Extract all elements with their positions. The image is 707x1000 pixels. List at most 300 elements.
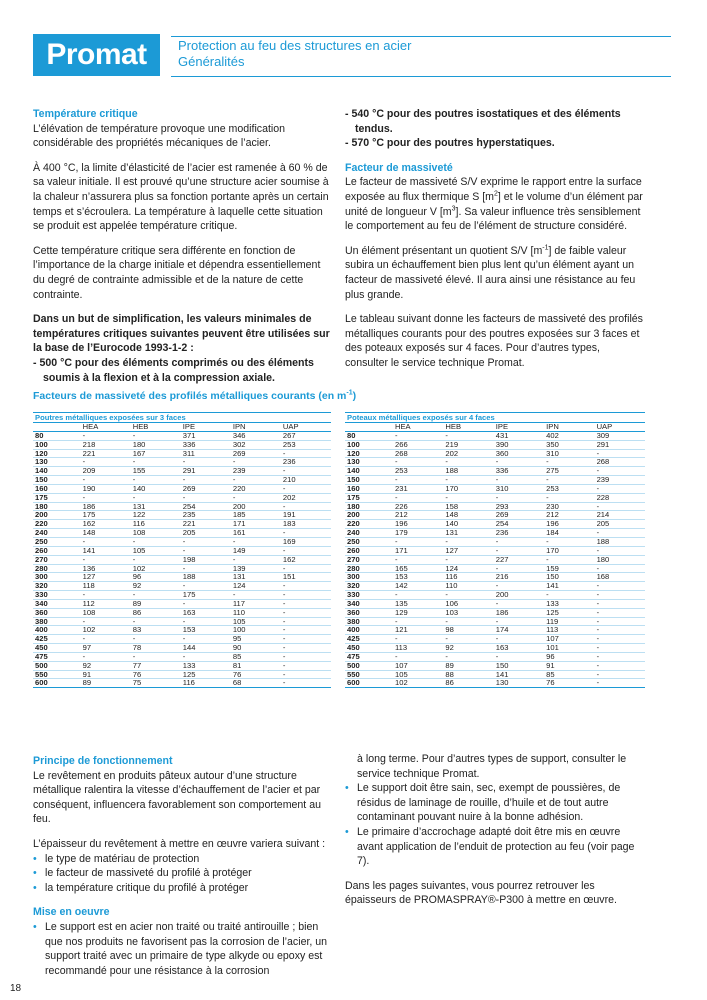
- table-cell: -: [81, 458, 131, 467]
- critical-temp-item: - 570 °C pour des poutres hyperstatiques.: [345, 137, 555, 150]
- table-row: [33, 626, 331, 635]
- table-cell: 141: [81, 546, 131, 555]
- table-cell: 346: [231, 431, 281, 440]
- heading-mise-en-oeuvre: Mise en oeuvre: [33, 906, 110, 919]
- data-table: [345, 412, 645, 688]
- table-row: [33, 617, 331, 626]
- paragraph: À 400 °C, la limite d’élasticité de l’acier est ramenée à 60 % de sa valeur initiale. Il est prouvé qu’une structure acier soumise à la chaleur n’assurera plus sa fonction portante après un certain temps et s’écroulera. La température à laquelle cette situation se produit est appelée température critique.: [33, 161, 329, 233]
- table-cell: 221: [181, 520, 231, 529]
- row-header: 400: [345, 626, 393, 635]
- table-cell: 77: [131, 661, 181, 670]
- row-header: 140: [33, 467, 81, 476]
- table-cell: -: [595, 635, 645, 644]
- table-row: [33, 440, 331, 449]
- table-cell: 174: [494, 626, 544, 635]
- table-cell: 175: [181, 591, 231, 600]
- table-cell: 92: [131, 582, 181, 591]
- table-cell: 402: [544, 431, 594, 440]
- table-cell: -: [595, 484, 645, 493]
- column-header: IPN: [544, 423, 594, 432]
- table-row: [33, 493, 331, 502]
- row-header: 600: [33, 679, 81, 688]
- table-cell: 149: [231, 546, 281, 555]
- row-header: 340: [33, 599, 81, 608]
- table-cell: 139: [231, 564, 281, 573]
- table-cell: -: [281, 467, 331, 476]
- table-cell: 97: [81, 644, 131, 653]
- table-cell: 155: [131, 467, 181, 476]
- table-cell: -: [443, 591, 493, 600]
- table-cell: 91: [81, 670, 131, 679]
- table-cell: 153: [181, 626, 231, 635]
- table-cell: 131: [443, 529, 493, 538]
- list-item: • Le primaire d’accrochage adapté doit être mis en œuvre avant application de l’enduit de protection au feu (voir page 7).: [345, 825, 635, 868]
- table-row: [33, 661, 331, 670]
- table-row: [345, 670, 645, 679]
- table-cell: 219: [443, 440, 493, 449]
- row-header: 220: [345, 520, 393, 529]
- table-cell: -: [544, 476, 594, 485]
- header-rule-top: [171, 36, 671, 37]
- table-cell: -: [281, 644, 331, 653]
- table-cell: 105: [231, 617, 281, 626]
- paragraph: L’élévation de température provoque une modification considérable des propriétés mécaniques de l’acier.: [33, 122, 286, 150]
- table-cell: -: [231, 458, 281, 467]
- table-cell: -: [181, 476, 231, 485]
- table-cell: 76: [131, 670, 181, 679]
- table-cell: 108: [131, 529, 181, 538]
- table-cell: 106: [443, 599, 493, 608]
- table-cell: -: [281, 617, 331, 626]
- table-cell: 291: [181, 467, 231, 476]
- table-cell: -: [494, 599, 544, 608]
- table-cell: -: [81, 617, 131, 626]
- table-cell: -: [81, 635, 131, 644]
- row-header: 100: [33, 440, 81, 449]
- table-cell: -: [131, 493, 181, 502]
- table-cell: -: [81, 493, 131, 502]
- column-header: IPE: [494, 423, 544, 432]
- table-row: [33, 458, 331, 467]
- table-cell: 168: [595, 573, 645, 582]
- row-header: 280: [33, 564, 81, 573]
- table-cell: 158: [443, 502, 493, 511]
- table-cell: 231: [393, 484, 443, 493]
- left-column: [33, 107, 331, 395]
- table-cell: 88: [443, 670, 493, 679]
- row-header: 320: [345, 582, 393, 591]
- paragraph: Le tableau suivant donne les facteurs de massiveté des profilés métalliques courants pour des poutres exposées sur 3 faces et des poteaux exposés sur 4 faces. Pour d’autres types, consulter le service technique Promat.: [345, 313, 643, 369]
- table-cell: -: [393, 431, 443, 440]
- table-cell: 102: [393, 679, 443, 688]
- table-cell: 153: [393, 573, 443, 582]
- table-cell: -: [181, 652, 231, 661]
- table-cell: -: [231, 493, 281, 502]
- table-cell: -: [595, 564, 645, 573]
- table-cell: 226: [393, 502, 443, 511]
- table-row: [345, 537, 645, 546]
- table-cell: 171: [393, 546, 443, 555]
- table-cell: 136: [81, 564, 131, 573]
- table-cell: -: [393, 493, 443, 502]
- table-row: [345, 591, 645, 600]
- table-cell: 186: [81, 502, 131, 511]
- row-header: 150: [345, 476, 393, 485]
- right-column: [345, 107, 645, 381]
- table-cell: 162: [81, 520, 131, 529]
- table-cell: -: [393, 555, 443, 564]
- table-cell: -: [281, 564, 331, 573]
- table-cell: 266: [393, 440, 443, 449]
- row-header: 175: [345, 493, 393, 502]
- table-cell: -: [131, 458, 181, 467]
- table-cell: -: [443, 431, 493, 440]
- table-cell: 165: [393, 564, 443, 573]
- table-cell: 253: [393, 467, 443, 476]
- table-cell: -: [131, 476, 181, 485]
- table-cell: -: [131, 591, 181, 600]
- table-cell: 183: [281, 520, 331, 529]
- table-cell: 269: [181, 484, 231, 493]
- table-cell: 100: [231, 626, 281, 635]
- critical-temp-item: - 540 °C pour des poutres isostatiques et des éléments tendus.: [345, 108, 621, 135]
- table-cell: -: [181, 493, 231, 502]
- table-cell: -: [281, 546, 331, 555]
- table-cell: 236: [281, 458, 331, 467]
- table-row: [33, 431, 331, 440]
- row-header: 130: [33, 458, 81, 467]
- table-cell: 101: [544, 644, 594, 653]
- table-cell: 125: [544, 608, 594, 617]
- table-cell: 268: [595, 458, 645, 467]
- row-header: 120: [345, 449, 393, 458]
- table-row: [345, 679, 645, 688]
- table-cell: -: [393, 458, 443, 467]
- table-row: [33, 644, 331, 653]
- table-cell: 196: [544, 520, 594, 529]
- table-poteaux: [345, 412, 645, 688]
- table-cell: 200: [494, 591, 544, 600]
- table-cell: -: [81, 476, 131, 485]
- table-cell: 311: [181, 449, 231, 458]
- table-cell: 144: [181, 644, 231, 653]
- table-cell: -: [281, 484, 331, 493]
- table-cell: -: [595, 626, 645, 635]
- table-cell: 141: [494, 670, 544, 679]
- table-cell: 150: [544, 573, 594, 582]
- table-cell: 105: [393, 670, 443, 679]
- table-cell: 309: [595, 431, 645, 440]
- row-header: 475: [33, 652, 81, 661]
- row-header: 100: [345, 440, 393, 449]
- table-cell: 360: [494, 449, 544, 458]
- paragraph: Le revêtement en produits pâteux autour d’une structure métallique ralentira la vitesse d’échauffement de l’acier et par conséquent, influencera favorablement son comportement au feu.: [33, 769, 321, 826]
- table-cell: 135: [393, 599, 443, 608]
- bullet-list: [33, 852, 335, 896]
- table-cell: 131: [131, 502, 181, 511]
- table-row: [33, 599, 331, 608]
- paragraph: Cette température critique sera différente en fonction de l’importance de la charge initiale et dépendra essentiellement du degré de contrainte admissible et de la nature de cette contrainte.: [33, 244, 321, 301]
- table-cell: -: [494, 546, 544, 555]
- row-header: 425: [33, 635, 81, 644]
- row-header: 260: [345, 546, 393, 555]
- table-cell: -: [443, 617, 493, 626]
- table-cell: -: [281, 502, 331, 511]
- row-header: 200: [345, 511, 393, 520]
- heading-temperature-critique: Température critique: [33, 108, 138, 120]
- table-cell: 268: [393, 449, 443, 458]
- paragraph: Un élément présentant un quotient S/V $[m^{-1}]$ de faible valeur subira un échauffement bien plus lent qu’un élément ayant un facteur de massiveté élevé. Il aura ainsi une résistance au feu plus grande.: [345, 244, 636, 301]
- table-row: [33, 573, 331, 582]
- table-cell: 90: [231, 644, 281, 653]
- table-cell: -: [443, 635, 493, 644]
- table-cell: 184: [544, 529, 594, 538]
- row-header: 130: [345, 458, 393, 467]
- column-header: UAP: [595, 423, 645, 432]
- table-cell: 68: [231, 679, 281, 688]
- table-row: [33, 670, 331, 679]
- table-cell: 163: [181, 608, 231, 617]
- table-cell: -: [81, 555, 131, 564]
- table-row: [345, 608, 645, 617]
- paragraph: L’épaisseur du revêtement à mettre en œuvre variera suivant :: [33, 837, 326, 850]
- table-cell: 336: [494, 467, 544, 476]
- table-cell: -: [544, 493, 594, 502]
- row-header: 550: [33, 670, 81, 679]
- table-cell: -: [131, 652, 181, 661]
- table-cell: -: [443, 652, 493, 661]
- table-cell: 205: [595, 520, 645, 529]
- row-header: 250: [33, 537, 81, 546]
- table-cell: -: [443, 476, 493, 485]
- table-cell: 92: [81, 661, 131, 670]
- paragraph: Dans les pages suivantes, vous pourrez retrouver les épaisseurs de PROMASPRAY®-P300 à mettre en œuvre.: [345, 879, 617, 907]
- table-cell: 185: [231, 511, 281, 520]
- row-header: 250: [345, 537, 393, 546]
- table-cell: 267: [281, 431, 331, 440]
- promat-logo: Promat: [33, 34, 160, 76]
- table-cell: -: [281, 608, 331, 617]
- table-cell: -: [595, 467, 645, 476]
- table-cell: 112: [81, 599, 131, 608]
- table-cell: -: [494, 652, 544, 661]
- table-cell: 188: [595, 537, 645, 546]
- row-header: 80: [345, 431, 393, 440]
- table-cell: 336: [181, 440, 231, 449]
- row-header: 220: [33, 520, 81, 529]
- column-header: HEB: [443, 423, 493, 432]
- row-header: 240: [345, 529, 393, 538]
- table-cell: -: [443, 537, 493, 546]
- row-header: 260: [33, 546, 81, 555]
- table-row: [33, 591, 331, 600]
- row-header: 330: [345, 591, 393, 600]
- bottom-left-column: [33, 754, 335, 978]
- table-cell: 133: [181, 661, 231, 670]
- table-cell: -: [494, 564, 544, 573]
- table-cell: 212: [544, 511, 594, 520]
- table-cell: 140: [131, 484, 181, 493]
- table-row: [33, 537, 331, 546]
- table-cell: -: [494, 635, 544, 644]
- table-cell: 141: [544, 582, 594, 591]
- table-cell: 119: [544, 617, 594, 626]
- table-cell: 102: [131, 564, 181, 573]
- table-cell: 390: [494, 440, 544, 449]
- table-cell: -: [131, 617, 181, 626]
- table-cell: -: [231, 476, 281, 485]
- table-cell: 113: [393, 644, 443, 653]
- table-cell: 78: [131, 644, 181, 653]
- table-cell: 171: [231, 520, 281, 529]
- table-row: [345, 546, 645, 555]
- table-cell: 86: [443, 679, 493, 688]
- table-caption: Poutres métalliques exposées sur 3 faces: [33, 413, 331, 423]
- table-cell: -: [131, 431, 181, 440]
- table-cell: -: [595, 582, 645, 591]
- table-cell: -: [393, 635, 443, 644]
- table-cell: 124: [231, 582, 281, 591]
- table-cell: -: [281, 626, 331, 635]
- paragraph-bold: Dans un but de simplification, les valeurs minimales de températures critiques suivantes peuvent être utilisées sur la base de l’Eurocode 1993-1-2 :: [33, 313, 330, 355]
- table-cell: 350: [544, 440, 594, 449]
- table-cell: 95: [231, 635, 281, 644]
- table-cell: -: [181, 564, 231, 573]
- table-row: [345, 652, 645, 661]
- table-cell: 236: [494, 529, 544, 538]
- title-line-1: Protection au feu des structures en acier: [178, 38, 412, 53]
- table-cell: -: [595, 608, 645, 617]
- table-cell: -: [181, 458, 231, 467]
- table-cell: 107: [544, 635, 594, 644]
- table-cell: 110: [231, 608, 281, 617]
- table-cell: 190: [81, 484, 131, 493]
- list-item: • Le support doit être sain, sec, exempt de poussières, de résidus de laminage de rouille, d’huile et de tout autre contaminant pouvant nuire à la bonne adhésion.: [345, 782, 621, 824]
- table-cell: 205: [181, 529, 231, 538]
- table-cell: -: [494, 617, 544, 626]
- row-header: 160: [345, 484, 393, 493]
- table-cell: 148: [443, 511, 493, 520]
- table-cell: 142: [393, 582, 443, 591]
- table-cell: 202: [443, 449, 493, 458]
- table-cell: 122: [131, 511, 181, 520]
- table-cell: -: [81, 591, 131, 600]
- table-cell: 159: [544, 564, 594, 573]
- list-item: • le type de matériau de protection: [33, 852, 200, 865]
- table-cell: -: [443, 458, 493, 467]
- table-cell: 125: [181, 670, 231, 679]
- table-cell: -: [181, 617, 231, 626]
- table-cell: 162: [281, 555, 331, 564]
- table-cell: 163: [494, 644, 544, 653]
- table-cell: -: [544, 458, 594, 467]
- table-cell: 175: [81, 511, 131, 520]
- table-cell: 228: [595, 493, 645, 502]
- table-cell: 291: [595, 440, 645, 449]
- table-row: [33, 652, 331, 661]
- row-header: 380: [33, 617, 81, 626]
- table-cell: 127: [81, 573, 131, 582]
- row-header: 400: [33, 626, 81, 635]
- table-cell: -: [494, 582, 544, 591]
- table-cell: -: [443, 555, 493, 564]
- table-cell: 218: [81, 440, 131, 449]
- bullet-list: [33, 920, 335, 978]
- row-header: 600: [345, 679, 393, 688]
- table-section-title: Facteurs de massiveté des profilés métalliques courants (en $m^{-1}$): [33, 389, 357, 402]
- table-cell: -: [181, 546, 231, 555]
- table-cell: 102: [81, 626, 131, 635]
- table-cell: 198: [181, 555, 231, 564]
- table-cell: -: [393, 652, 443, 661]
- table-row: [345, 644, 645, 653]
- table-row: [345, 626, 645, 635]
- row-header: 140: [345, 467, 393, 476]
- table-cell: 310: [494, 484, 544, 493]
- table-cell: 75: [131, 679, 181, 688]
- list-item: • le facteur de massiveté du profilé à protéger: [33, 867, 252, 880]
- table-cell: -: [544, 555, 594, 564]
- table-cell: -: [494, 476, 544, 485]
- table-cell: 116: [131, 520, 181, 529]
- table-cell: 103: [443, 608, 493, 617]
- table-cell: -: [595, 502, 645, 511]
- table-poutres: [33, 412, 331, 688]
- table-cell: 92: [443, 644, 493, 653]
- table-cell: -: [595, 644, 645, 653]
- table-row: [345, 484, 645, 493]
- header-rule-bottom: [171, 76, 671, 77]
- table-cell: -: [393, 476, 443, 485]
- table-cell: 253: [281, 440, 331, 449]
- table-cell: 116: [181, 679, 231, 688]
- table-row: [345, 555, 645, 564]
- table-cell: -: [494, 493, 544, 502]
- table-cell: -: [281, 449, 331, 458]
- row-header: 500: [345, 661, 393, 670]
- table-cell: 76: [231, 670, 281, 679]
- page-title: [178, 38, 411, 70]
- table-cell: -: [131, 555, 181, 564]
- table-cell: 117: [231, 599, 281, 608]
- bullet-list: [345, 781, 645, 869]
- table-cell: -: [595, 617, 645, 626]
- column-header: UAP: [281, 423, 331, 432]
- table-cell: -: [393, 537, 443, 546]
- row-header: 180: [345, 502, 393, 511]
- table-cell: 133: [544, 599, 594, 608]
- table-cell: 431: [494, 431, 544, 440]
- row-header: 500: [33, 661, 81, 670]
- table-cell: -: [595, 670, 645, 679]
- paragraph: Le facteur de massiveté S/V exprime le rapport entre la surface exposée au flux thermique S $[m^2]$ et le volume d’un élément par unité de longueur V $[m^3]$. Sa valeur influence très sensiblement le comportement au feu de l’élément de structure considéré.: [345, 176, 643, 233]
- row-header: 160: [33, 484, 81, 493]
- table-cell: 221: [81, 449, 131, 458]
- row-header: 380: [345, 617, 393, 626]
- table-row: [345, 493, 645, 502]
- table-cell: 140: [443, 520, 493, 529]
- table-cell: 170: [544, 546, 594, 555]
- table-row: [33, 582, 331, 591]
- paragraph-bold: - 500 °C pour des éléments comprimés ou des éléments soumis à la flexion et à la compression axiale.: [33, 356, 314, 384]
- table-cell: 230: [544, 502, 594, 511]
- table-cell: 76: [544, 679, 594, 688]
- table-cell: 293: [494, 502, 544, 511]
- table-cell: 96: [131, 573, 181, 582]
- row-header: 270: [345, 555, 393, 564]
- table-row: [33, 635, 331, 644]
- heading-principe: Principe de fonctionnement: [33, 755, 173, 767]
